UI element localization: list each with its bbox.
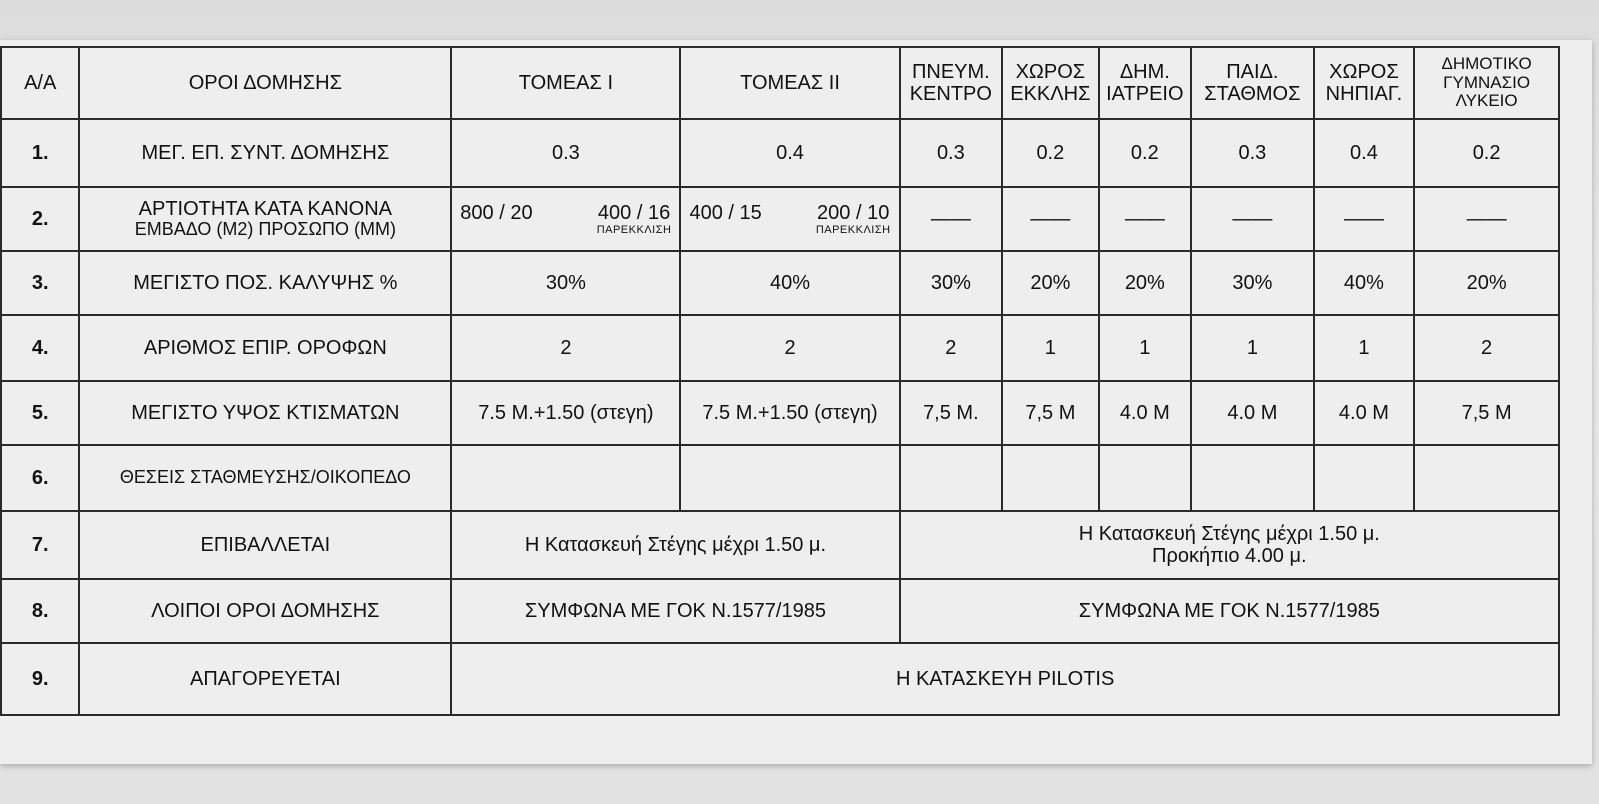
cell-pnevm-kentro: 30% [900,251,1003,315]
cell-dimotiko: 2 [1414,315,1559,381]
cell-pnevm-kentro: 2 [900,315,1003,381]
header-paid-stathmos: ΠΑΙΔ. ΣΤΑΘΜΟΣ [1191,47,1314,119]
header-xoros-nipiag: ΧΩΡΟΣ ΝΗΠΙΑΓ. [1314,47,1415,119]
row-number: 1. [1,119,79,187]
cell-xoros-ekklis: 20% [1002,251,1098,315]
artiotita-kanona: 400 / 15 [689,201,762,224]
cell-dimotiko: 20% [1414,251,1559,315]
cell-tomeas-2 [680,445,899,511]
artiotita-kanona: 800 / 20 [460,201,533,224]
header-tomeas-2: ΤΟΜΕΑΣ ΙΙ [680,47,899,119]
artiotita-parekklisi: 400 / 16 [597,201,671,224]
cell-dash: —— [1002,187,1098,251]
cell-tomeas-1: 30% [451,251,680,315]
cell-tomeas-2: 7.5 Μ.+1.50 (στεγη) [680,381,899,445]
cell-others-merged: ΣΥΜΦΩΝΑ ΜΕ ΓΟΚ Ν.1577/1985 [900,579,1559,643]
row-number: 5. [1,381,79,445]
cell-xoros-ekklis: 7,5 Μ [1002,381,1098,445]
cell-xoros-nipiag [1314,445,1415,511]
cell-dimotiko [1414,445,1559,511]
cell-paid-stathmos: 1 [1191,315,1314,381]
table-row [1,511,1559,579]
cell-xoros-ekklis: 0.2 [1002,119,1098,187]
row-label: ΜΕΓ. ΕΠ. ΣΥΝΤ. ΔΟΜΗΣΗΣ [79,119,451,187]
table-row [1,643,1559,715]
row-label [79,187,451,251]
cell-dim-iatreio: 0.2 [1099,119,1191,187]
cell-dim-iatreio [1099,445,1191,511]
cell-tomeas-1 [451,187,680,251]
cell-pnevm-kentro [900,445,1003,511]
cell-xoros-ekklis [1002,445,1098,511]
cell-xoros-nipiag: 40% [1314,251,1415,315]
header-tomeas-1: ΤΟΜΕΑΣ Ι [451,47,680,119]
parekklisi-label: ΠΑΡΕΚΚΛΙΣΗ [596,223,672,236]
cell-tomeas-1: 7.5 Μ.+1.50 (στεγη) [451,381,680,445]
header-dim-iatreio: ΔΗΜ. ΙΑΤΡΕΙΟ [1099,47,1191,119]
row-label-line-2: ΕΜΒΑΔΟ (Μ2) ΠΡΟΣΩΠΟ (ΜΜ) [134,219,396,240]
epivalletai-prokipio: Προκήπιο 4.00 μ. [1152,545,1307,567]
header-xoros-ekklis: ΧΩΡΟΣ ΕΚΚΛΗΣ [1002,47,1098,119]
cell-tomeas-1 [451,445,680,511]
cell-tomeas-2: 2 [680,315,899,381]
cell-xoros-ekklis: 1 [1002,315,1098,381]
table-row [1,579,1559,643]
cell-xoros-nipiag: 0.4 [1314,119,1415,187]
table-row [1,445,1559,511]
row-label: ΕΠΙΒΑΛΛΕΤΑΙ [79,511,451,579]
cell-dash: —— [1414,187,1559,251]
cell-tomeas-1: 2 [451,315,680,381]
row-number: 6. [1,445,79,511]
cell-tomeas-1: 0.3 [451,119,680,187]
cell-tomeis-merged: ΣΥΜΦΩΝΑ ΜΕ ΓΟΚ Ν.1577/1985 [451,579,899,643]
cell-others-merged [900,511,1559,579]
header-pnevm-kentro: ΠΝΕΥΜ. ΚΕΝΤΡΟ [900,47,1003,119]
row-label: ΛΟΙΠΟΙ ΟΡΟΙ ΔΟΜΗΣΗΣ [79,579,451,643]
table-row [1,381,1559,445]
header-oroi-domisis: ΟΡΟΙ ΔΟΜΗΣΗΣ [79,47,451,119]
row-label: ΜΕΓΙΣΤΟ ΠΟΣ. ΚΑΛΥΨΗΣ % [79,251,451,315]
cell-dimotiko: 7,5 Μ [1414,381,1559,445]
parekklisi-label: ΠΑΡΕΚΚΛΙΣΗ [815,223,891,236]
cell-xoros-nipiag: 4.0 Μ [1314,381,1415,445]
cell-dash: —— [1314,187,1415,251]
cell-dash: —— [1099,187,1191,251]
row-label: ΑΡΙΘΜΟΣ ΕΠΙΡ. ΟΡΟΦΩΝ [79,315,451,381]
cell-dimotiko: 0.2 [1414,119,1559,187]
row-label: ΘΕΣΕΙΣ ΣΤΑΘΜΕΥΣΗΣ/ΟΙΚΟΠΕΔΟ [79,445,451,511]
header-row [1,47,1559,119]
cell-tomeas-2 [680,187,899,251]
cell-paid-stathmos: 30% [1191,251,1314,315]
row-label: ΜΕΓΙΣΤΟ ΥΨΟΣ ΚΤΙΣΜΑΤΩΝ [79,381,451,445]
row-label: ΑΠΑΓΟΡΕΥΕΤΑΙ [79,643,451,715]
row-number: 9. [1,643,79,715]
cell-paid-stathmos: 4.0 Μ [1191,381,1314,445]
cell-tomeas-2: 40% [680,251,899,315]
cell-all-merged: Η ΚΑΤΑΣΚΕΥΗ PILOTIS [451,643,1559,715]
cell-paid-stathmos [1191,445,1314,511]
epivalletai-stegi: Η Κατασκευή Στέγης μέχρι 1.50 μ. [1078,523,1380,545]
cell-dash: —— [900,187,1003,251]
row-number: 4. [1,315,79,381]
table-row [1,315,1559,381]
row-number: 3. [1,251,79,315]
row-number: 7. [1,511,79,579]
cell-dim-iatreio: 20% [1099,251,1191,315]
building-terms-table [0,46,1560,716]
header-dimotiko-gymnasio-lykeio: ΔΗΜΟΤΙΚΟ ΓΥΜΝΑΣΙΟ ΛΥΚΕΙΟ [1414,47,1559,119]
cell-xoros-nipiag: 1 [1314,315,1415,381]
cell-paid-stathmos: 0.3 [1191,119,1314,187]
table-row [1,187,1559,251]
cell-pnevm-kentro: 0.3 [900,119,1003,187]
cell-dim-iatreio: 1 [1099,315,1191,381]
cell-tomeis-merged: Η Κατασκευή Στέγης μέχρι 1.50 μ. [451,511,899,579]
cell-dim-iatreio: 4.0 Μ [1099,381,1191,445]
cell-dash: —— [1191,187,1314,251]
artiotita-parekklisi: 200 / 10 [817,201,890,224]
table-row [1,119,1559,187]
row-number: 8. [1,579,79,643]
row-number: 2. [1,187,79,251]
header-aa: Α/Α [1,47,79,119]
table-row [1,251,1559,315]
row-label-line-1: ΑΡΤΙΟΤΗΤΑ ΚΑΤΑ ΚΑΝΟΝΑ [138,198,393,221]
cell-tomeas-2: 0.4 [680,119,899,187]
cell-pnevm-kentro: 7,5 Μ. [900,381,1003,445]
